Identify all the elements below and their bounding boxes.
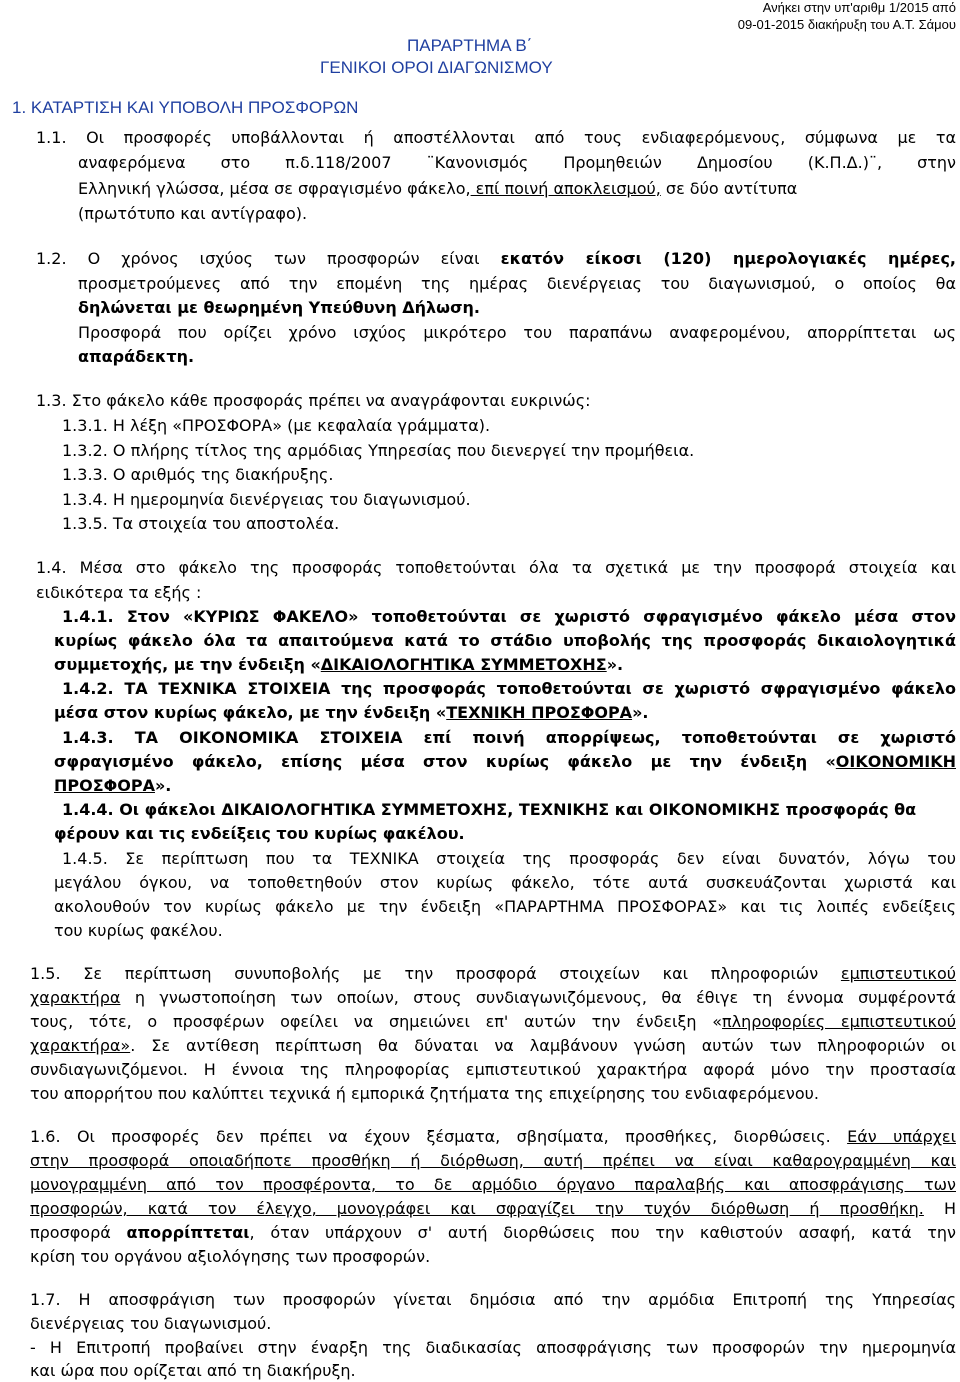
stamp-line-1: Ανήκει στην υπ'αριθμ 1/2015 από	[762, 0, 956, 15]
p145-line3: ακολουθούν τον κυρίως φάκελο με την ένδειξη «ΠΑΡΑΡΤΗΜΑ ΠΡΟΣΦΟΡΑΣ» και τις λοιπές ενδείξεις	[54, 897, 956, 916]
p12-line2: προσμετρούμενες από την επομένη της ημέρας διενέργειας του διαγωνισμού, ο οποίος θα	[78, 274, 956, 293]
p12-line3: δηλώνεται με θεωρημένη Υπεύθυνη Δήλωση.	[78, 298, 481, 317]
p14-line1: 1.4. Μέσα στο φάκελο της προσφοράς τοποθετούνται όλα τα σχετικά με την προσφορά στοιχεία και	[36, 558, 956, 577]
section-heading: 1. ΚΑΤΑΡΤΙΣΗ ΚΑΙ ΥΠΟΒΟΛΗ ΠΡΟΣΦΟΡΩΝ	[12, 98, 359, 117]
p15-line4: χαρακτήρα». Σε αντίθεση περίπτωση θα δύναται να λαμβάνουν γνώση αυτών των πληροφοριών οι	[30, 1036, 956, 1055]
p17-line2: διενέργειας του διαγωνισμού.	[30, 1314, 272, 1333]
p15-line1: 1.5. Σε περίπτωση συνυποβολής με την προσφορά στοιχείων και πληροφοριών εμπιστευτικού	[30, 964, 956, 983]
annex-title: ΠΑΡΑΡΤΗΜΑ Β΄	[407, 36, 533, 55]
p12-line1: 1.2. Ο χρόνος ισχύος των προσφορών είναι εκατόν είκοσι (120) ημερολογιακές ημέρες,	[36, 249, 957, 268]
p12-line4: Προσφορά που ορίζει χρόνο ισχύος μικρότερο του παραπάνω αναφερομένου, απορρίπτεται ως	[78, 323, 956, 342]
p144-line1: 1.4.4. Οι φάκελοι ΔΙΚΑΙΟΛΟΓΗΤΙΚΑ ΣΥΜΜΕΤΟΧΗΣ, ΤΕΧΝΙΚΗΣ και ΟΙΚΟΝΟΜΙΚΗΣ προσφοράς θα	[62, 800, 917, 819]
p142-line2: μέσα στον κυρίως φάκελο, με την ένδειξη «ΤΕΧΝΙΚΗ ΠΡΟΣΦΟΡΑ».	[54, 703, 649, 722]
stamp-line-2: 09-01-2015 διακήρυξη του Α.Τ. Σάμου	[737, 17, 956, 32]
p15-line3: τους, τότε, ο προσφέρων οφείλει να σημειώνει επ' αυτών την ένδειξη «πληροφορίες εμπιστευτικού	[30, 1012, 957, 1031]
p143-line3: ΠΡΟΣΦΟΡΑ».	[54, 776, 172, 795]
p145-line4: του κυρίως φακέλου.	[54, 921, 223, 940]
p13-item: 1.3.1. Η λέξη «ΠΡΟΣΦΟΡΑ» (με κεφαλαία γράμματα).	[62, 416, 491, 435]
p13-item: 1.3.5. Τα στοιχεία του αποστολέα.	[62, 514, 340, 533]
p141-line3: συμμετοχής, με την ένδειξη «ΔΙΚΑΙΟΛΟΓΗΤΙΚΑ ΣΥΜΜΕΤΟΧΗΣ».	[54, 655, 624, 674]
p17-line1: 1.7. Η αποσφράγιση των προσφορών γίνεται δημόσια από την αρμόδια Επιτροπή της Υπηρεσίας	[30, 1290, 956, 1309]
p11-line1: 1.1. Οι προσφορές υποβάλλονται ή αποστέλλονται από τους ενδιαφερόμενους, σύμφωνα με τα	[36, 128, 956, 147]
p16-line4: προσφορών, κατά τον έλεγχο, μονογράφει και σφραγίζει την τυχόν διόρθωση ή προσθήκη. Η	[30, 1199, 956, 1218]
p145-line2: μεγάλου όγκου, να τοποθετηθούν στον κυρίως φάκελο, τότε αυτά συσκευάζονται χωριστά και	[54, 873, 956, 892]
p144-line2: φέρουν και τις ενδείξεις του κυρίως φακέλου.	[54, 824, 465, 843]
p11-line3: Ελληνική γλώσσα, μέσα σε σφραγισμένο φάκελο, επί ποινή αποκλεισμού, σε δύο αντίτυπα	[78, 179, 798, 198]
p16-line3: μονογραμμένη από τον προσφέροντα, το δε αρμόδιο όργανο παραλαβής και αποσφράγισης των	[30, 1175, 956, 1194]
p141-line2: κυρίως φάκελο όλα τα απαιτούμενα κατά το στάδιο υποβολής της προσφοράς δικαιολογητικά	[54, 631, 956, 650]
p16-line2: στην προσφορά οποιαδήποτε προσθήκη ή διόρθωση, αυτή πρέπει να είναι καθαρογραμμένη και	[30, 1151, 956, 1170]
p13-intro: 1.3. Στο φάκελο κάθε προσφοράς πρέπει να αναγράφονται ευκρινώς:	[36, 391, 591, 410]
p16-line1: 1.6. Οι προσφορές δεν πρέπει να έχουν ξέσματα, σβησίματα, προσθήκες, διορθώσεις. Εάν υπάρχει	[30, 1127, 956, 1146]
p16-line5: προσφορά απορρίπτεται, όταν υπάρχουν σ' αυτή διορθώσεις που την καθιστούν ασαφή, κατά την	[30, 1223, 956, 1242]
p16-line6: κρίση του οργάνου αξιολόγησης των προσφορών.	[30, 1247, 431, 1266]
p15-line2: χαρακτήρα η γνωστοποίηση των οποίων, στους συνδιαγωνιζόμενους, θα έθιγε τη έννομα συμφέροντά	[30, 988, 956, 1007]
p17-line3: - Η Επιτροπή προβαίνει στην έναρξη της διαδικασίας αποσφράγισης των προσφορών την ημερομηνία	[30, 1338, 956, 1357]
general-terms-title: ΓΕΝΙΚΟΙ ΟΡΟΙ ΔΙΑΓΩΝΙΣΜΟΥ	[320, 58, 553, 77]
p13-item: 1.3.4. Η ημερομηνία διενέργειας του διαγωνισμού.	[62, 490, 471, 509]
p14-line2: ειδικότερα τα εξής :	[36, 583, 202, 602]
p13-item: 1.3.2. Ο πλήρης τίτλος της αρμόδιας Υπηρεσίας που διενεργεί την προμήθεια.	[62, 441, 695, 460]
p15-line6: του απορρήτου που καλύπτει τεχνικά ή εμπορικά ζητήματα της επιχείρησης του ενδιαφερόμενου.	[30, 1084, 819, 1103]
p12-line5: απαράδεκτη.	[78, 347, 195, 366]
p11-line2: αναφερόμενα στο π.δ.118/2007 ¨Κανονισμός Προμηθειών Δημοσίου (Κ.Π.Δ.)¨, στην	[78, 153, 956, 172]
p145-line1: 1.4.5. Σε περίπτωση που τα ΤΕΧΝΙΚΑ στοιχεία της προσφοράς δεν είναι δυνατόν, λόγω του	[62, 849, 956, 868]
p15-line5: συνδιαγωνιζόμενοι. Η έννοια της πληροφορίας εμπιστευτικού χαρακτήρα αφορά μόνο την προστασία	[30, 1060, 956, 1079]
p142-line1: 1.4.2. ΤΑ ΤΕΧΝΙΚΑ ΣΤΟΙΧΕΙΑ της προσφοράς τοποθετούνται σε χωριστό σφραγισμένο φάκελο	[62, 679, 956, 698]
p17-line4: και ώρα που ορίζεται από τη διακήρυξη.	[30, 1361, 356, 1380]
p141-line1: 1.4.1. Στον «ΚΥΡΙΩΣ ΦΑΚΕΛΟ» τοποθετούνται σε χωριστό σφραγισμένο φάκελο μέσα στον	[62, 607, 956, 626]
p11-line4: (πρωτότυπο και αντίγραφο).	[78, 204, 308, 223]
p143-line2: σφραγισμένο φάκελο, επίσης μέσα στον κυρίως φάκελο με την ένδειξη «ΟΙΚΟΝΟΜΙΚΗ	[54, 752, 956, 771]
p13-item: 1.3.3. Ο αριθμός της διακήρυξης.	[62, 465, 334, 484]
p143-line1: 1.4.3. ΤΑ ΟΙΚΟΝΟΜΙΚΑ ΣΤΟΙΧΕΙΑ επί ποινή απορρίψεως, τοποθετούνται σε χωριστό	[62, 728, 956, 747]
